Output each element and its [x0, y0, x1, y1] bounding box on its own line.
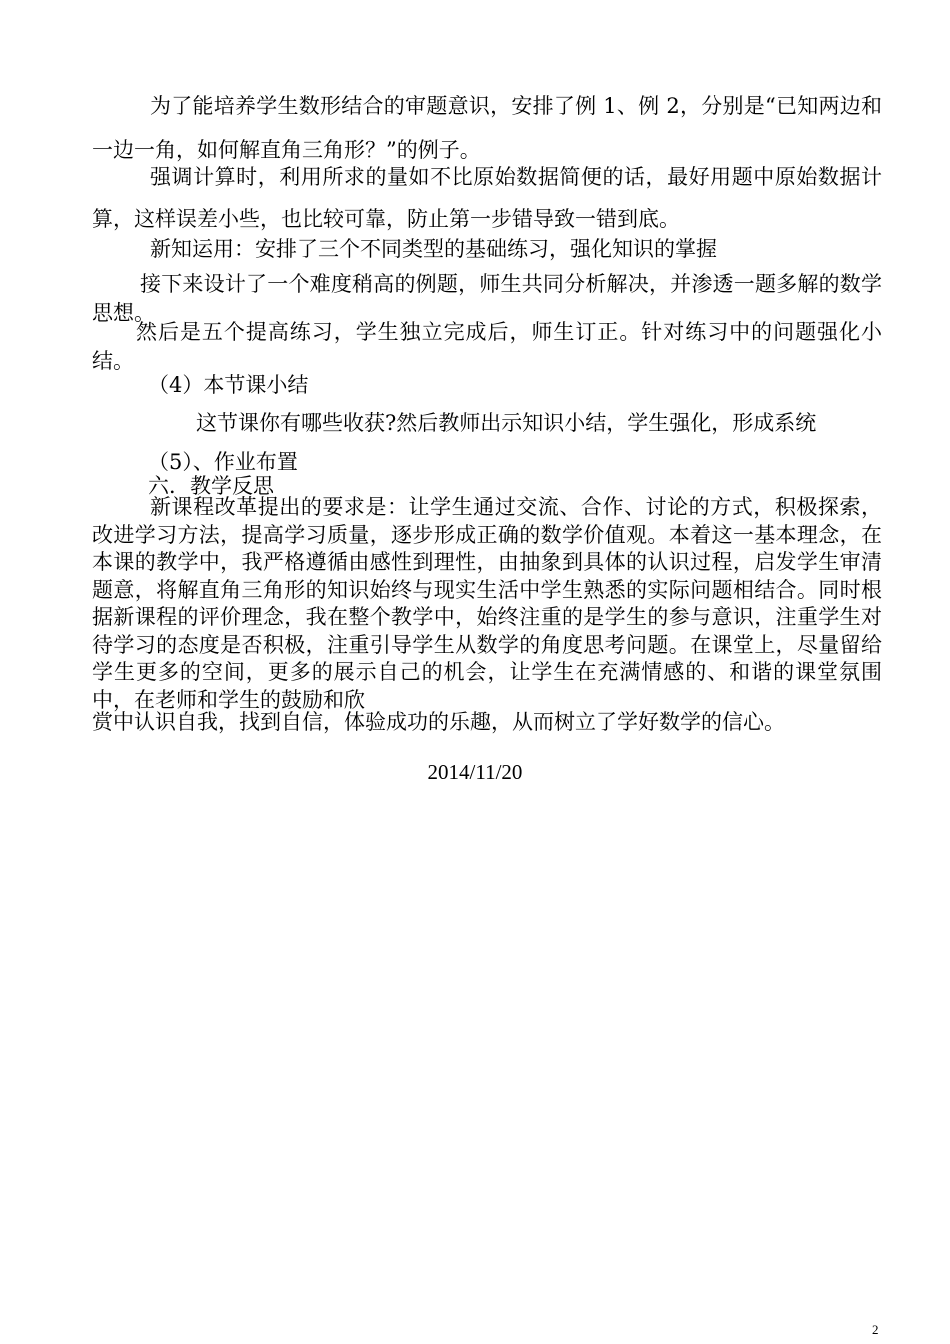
paragraph-reflection-last-line: 赏中认识自我，找到自信，体验成功的乐趣，从而树立了学好数学的信心。	[92, 710, 785, 734]
page-number: 2	[872, 1322, 879, 1337]
heading-homework: （5）、作业布置	[148, 450, 298, 474]
paragraph-harder-example: 接下来设计了一个难度稍高的例题，师生共同分析解决，并渗透一题多解的数学思想。	[92, 272, 882, 325]
paragraph-new-knowledge-practice: 新知运用：安排了三个不同类型的基础练习，强化知识的掌握	[150, 237, 717, 261]
paragraph-reflection-body: 新课程改革提出的要求是：让学生通过交流、合作、讨论的方式，积极探索，改进学习方法，提高学习质量，逐步形成正确的数学价值观。本着这一基本理念，在本课的教学中，我严格遵循由感性到理性，由抽象到具体的认识过程，启发学生审清题意，将解直角三角形的知识始终与现实生活中学生熟悉的实际问题相结合。同时根据新课程的评价理念，我在整个教学中，始终注重的是学生的参与意识，注重学生对待学习的态度是否积极，注重引导学生从数学的角度思考问题。在课堂上，尽量留给学生更多的空间，更多的展示自己的机会，让学生在充满情感的、和谐的课堂氛围中，在老师和学生的鼓励和欣	[92, 495, 882, 712]
heading-lesson-summary: （4）本节课小结	[148, 373, 309, 397]
paragraph-improvement-exercises: 然后是五个提高练习，学生独立完成后，师生订正。针对练习中的问题强化小结。	[92, 320, 882, 373]
paragraph-summary-detail: 这节课你有哪些收获?然后教师出示知识小结，学生强化，形成系统	[196, 411, 817, 435]
document-date: 2014/11/20	[427, 760, 523, 784]
paragraph-example-design: 为了能培养学生数形结合的审题意识，安排了例 1、例 2，分别是“已知两边和一边一角，如何解直角三角形？”的例子。	[92, 94, 882, 162]
paragraph-calculation-note: 强调计算时，利用所求的量如不比原始数据简便的话，最好用题中原始数据计算，这样误差小些，也比较可靠，防止第一步错导致一错到底。	[92, 165, 882, 231]
heading-teaching-reflection: 六．教学反思	[148, 474, 274, 498]
